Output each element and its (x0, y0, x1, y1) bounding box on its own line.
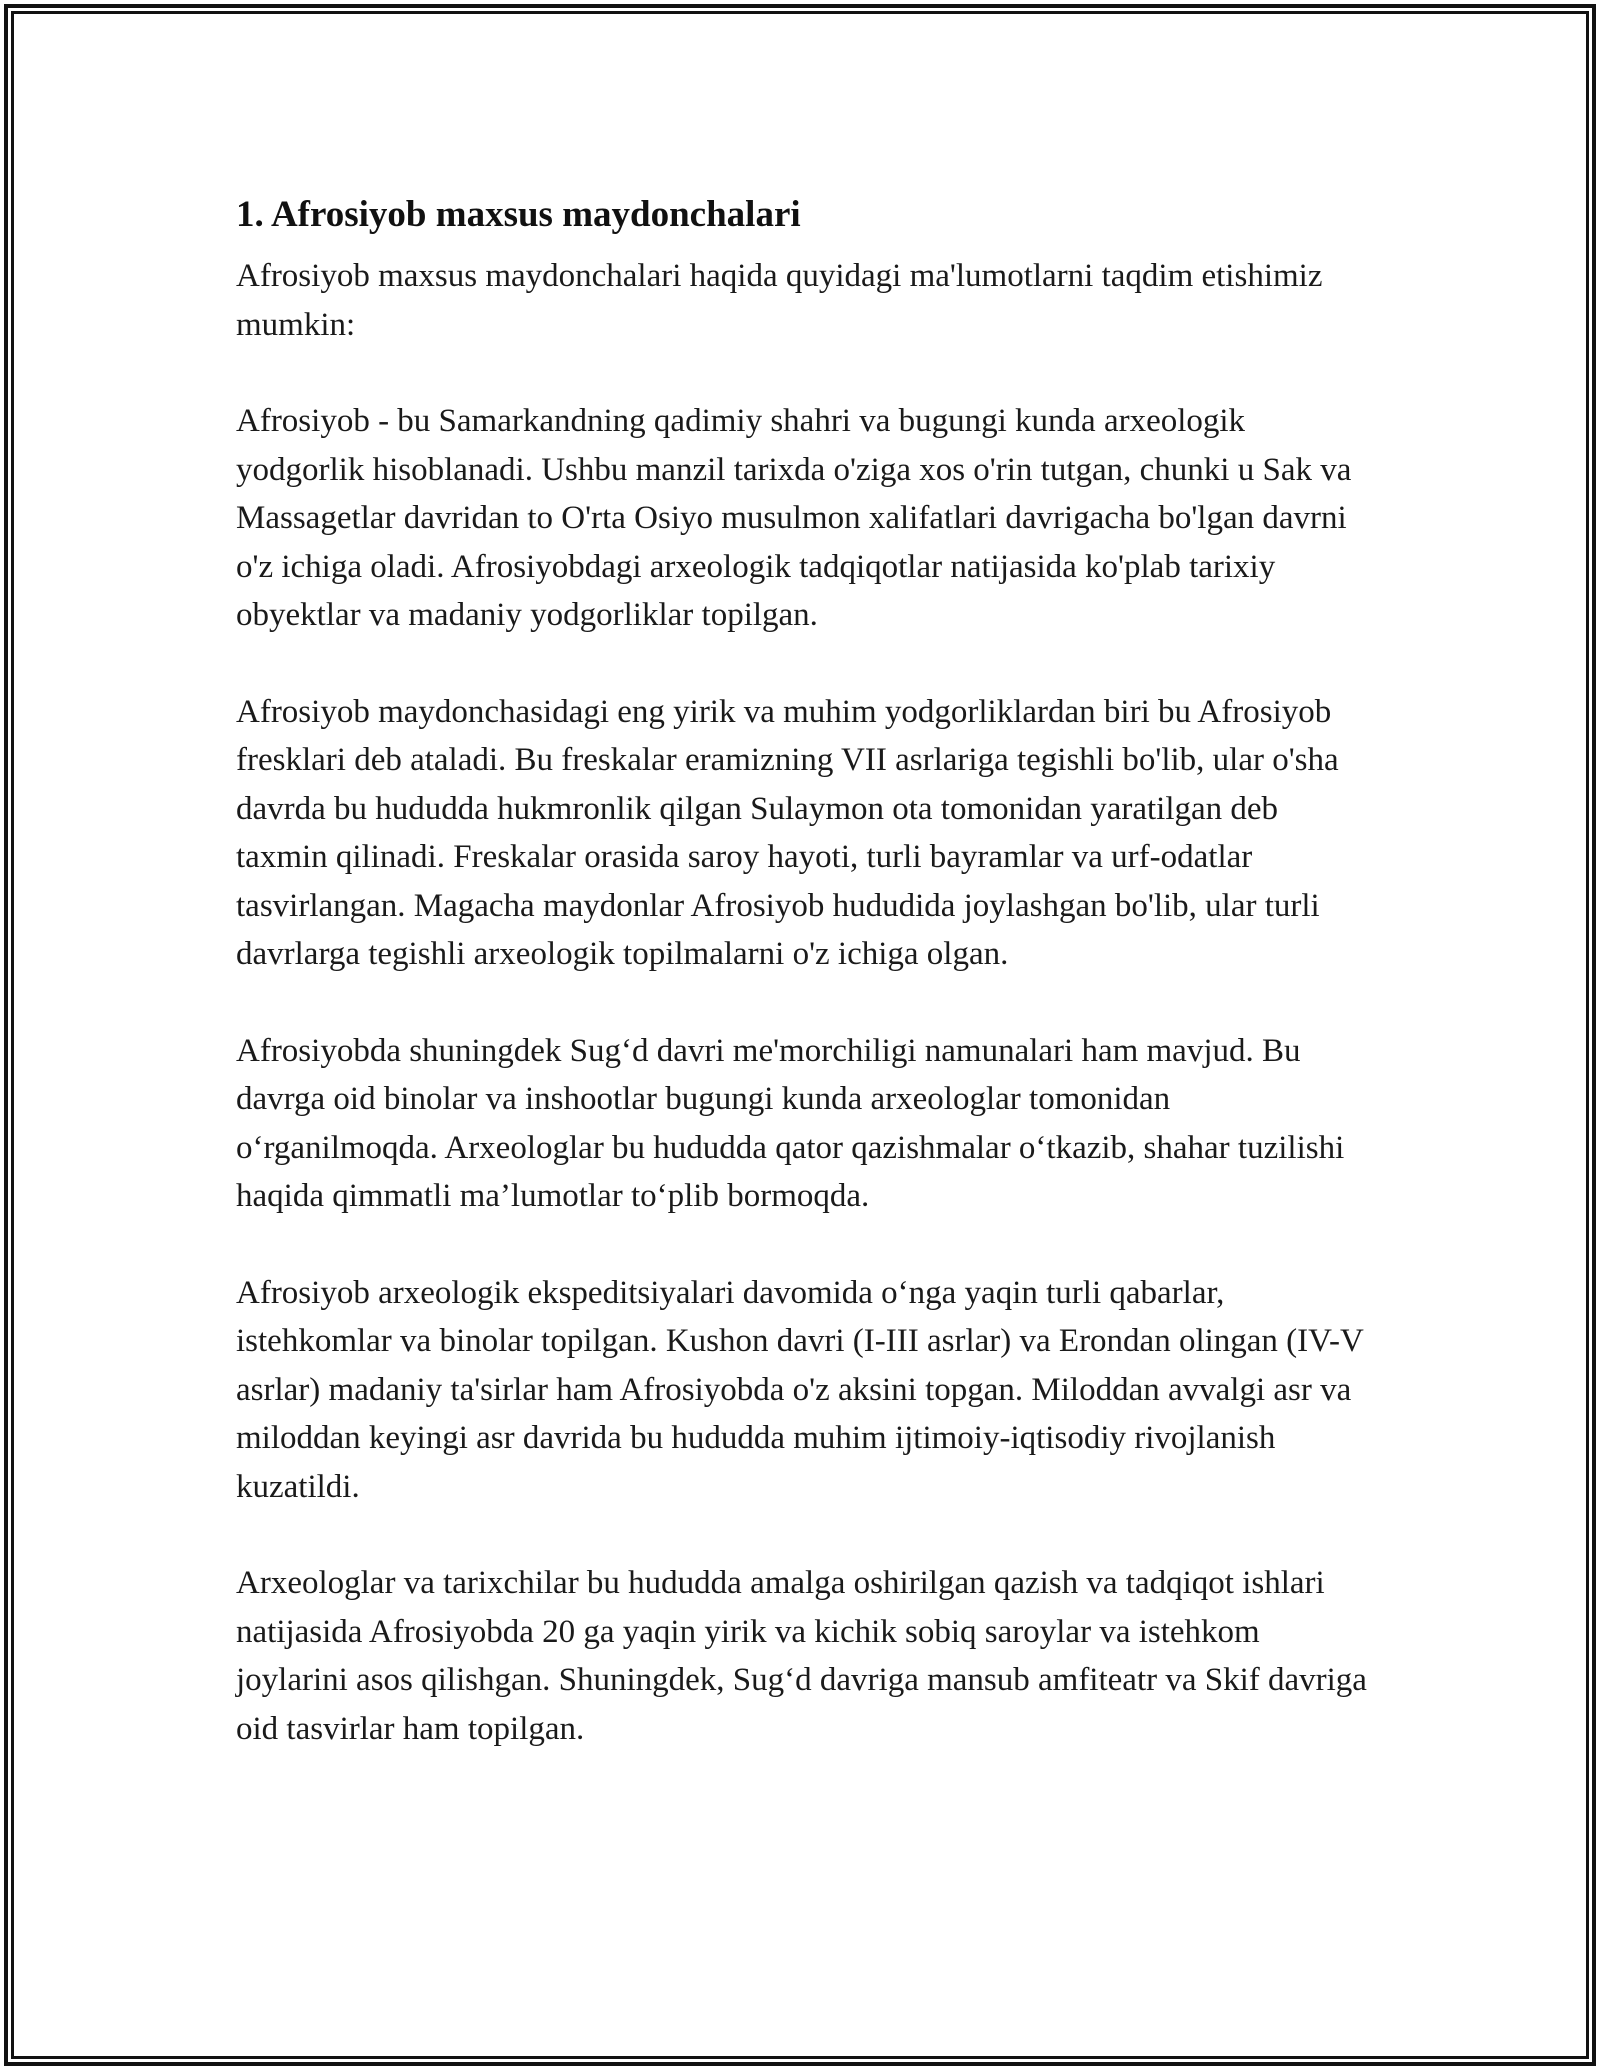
paragraph-palaces: Arxeologlar va tarixchilar bu hududda amalga oshirilgan qazish va tadqiqot ishlari natijasida Afrosiyobda 20 ga yaqin yirik va kichik sobiq saroylar va istehkom joylarini asos qilishgan. Shuningdek, Sug‘d davriga mansub amfiteatr va Skif davriga oid tasvirlar ham topilgan. (236, 1565, 1367, 1747)
paragraph-frescoes: Afrosiyob maydonchasidagi eng yirik va muhim yodgorliklardan biri bu Afrosiyob fresklari deb ataladi. Bu freskalar eramizning VII asrlariga tegishli bo'lib, ular o'sha davrda bu hududda hukmronlik qilgan Sulaymon ota tomonidan yaratilgan deb taxmin qilinadi. Freskalar orasida saroy hayoti, turli bayramlar va urf-odatlar tasvirlangan. Magacha maydonlar Afrosiyob hududida joylashgan bo'lib, ular turli davrlarga tegishli arxeologik topilmalarni o'z ichiga olgan. (236, 693, 1339, 972)
paragraph-expeditions: Afrosiyob arxeologik ekspeditsiyalari davomida o‘nga yaqin turli qabarlar, istehkomlar va binolar topilgan. Kushon davri (I-III asrlar) va Erondan olingan (IV-V asrlar) madaniy ta'sirlar ham Afrosiyobda o'z aksini topgan. Miloddan avvalgi asr va miloddan keyingi asr davrida bu hududda muhim ijtimoiy-iqtisodiy rivojlanish kuzatildi. (236, 1274, 1364, 1505)
paragraph-intro: Afrosiyob maxsus maydonchalari haqida quyidagi ma'lumotlarni taqdim etishimiz mumkin: (236, 258, 1323, 343)
document-body (236, 186, 1376, 1801)
paragraph-afrosiyob-overview: Afrosiyob - bu Samarkandning qadimiy shahri va bugungi kunda arxeologik yodgorlik hisoblanadi. Ushbu manzil tarixda o'ziga xos o'rin tutgan, chunki u Sak va Massagetlar davridan to O'rta Osiyo musulmon xalifatlari davrigacha bo'lgan davrni o'z ichiga oladi. Afrosiyobdagi arxeologik tadqiqotlar natijasida ko'plab tarixiy obyektlar va madaniy yodgorliklar topilgan. (236, 403, 1352, 633)
paragraph-sogdian-architecture: Afrosiyobda shuningdek Sug‘d davri me'morchiligi namunalari ham mavjud. Bu davrga oid binolar va inshootlar bugungi kunda arxeologlar tomonidan o‘rganilmoqda. Arxeologlar bu hududda qator qazishmalar o‘tkazib, shahar tuzilishi haqida qimmatli ma’lumotlar to‘plib bormoqda. (236, 1032, 1345, 1214)
section-heading: 1. Afrosiyob maxsus maydonchalari (236, 194, 801, 235)
